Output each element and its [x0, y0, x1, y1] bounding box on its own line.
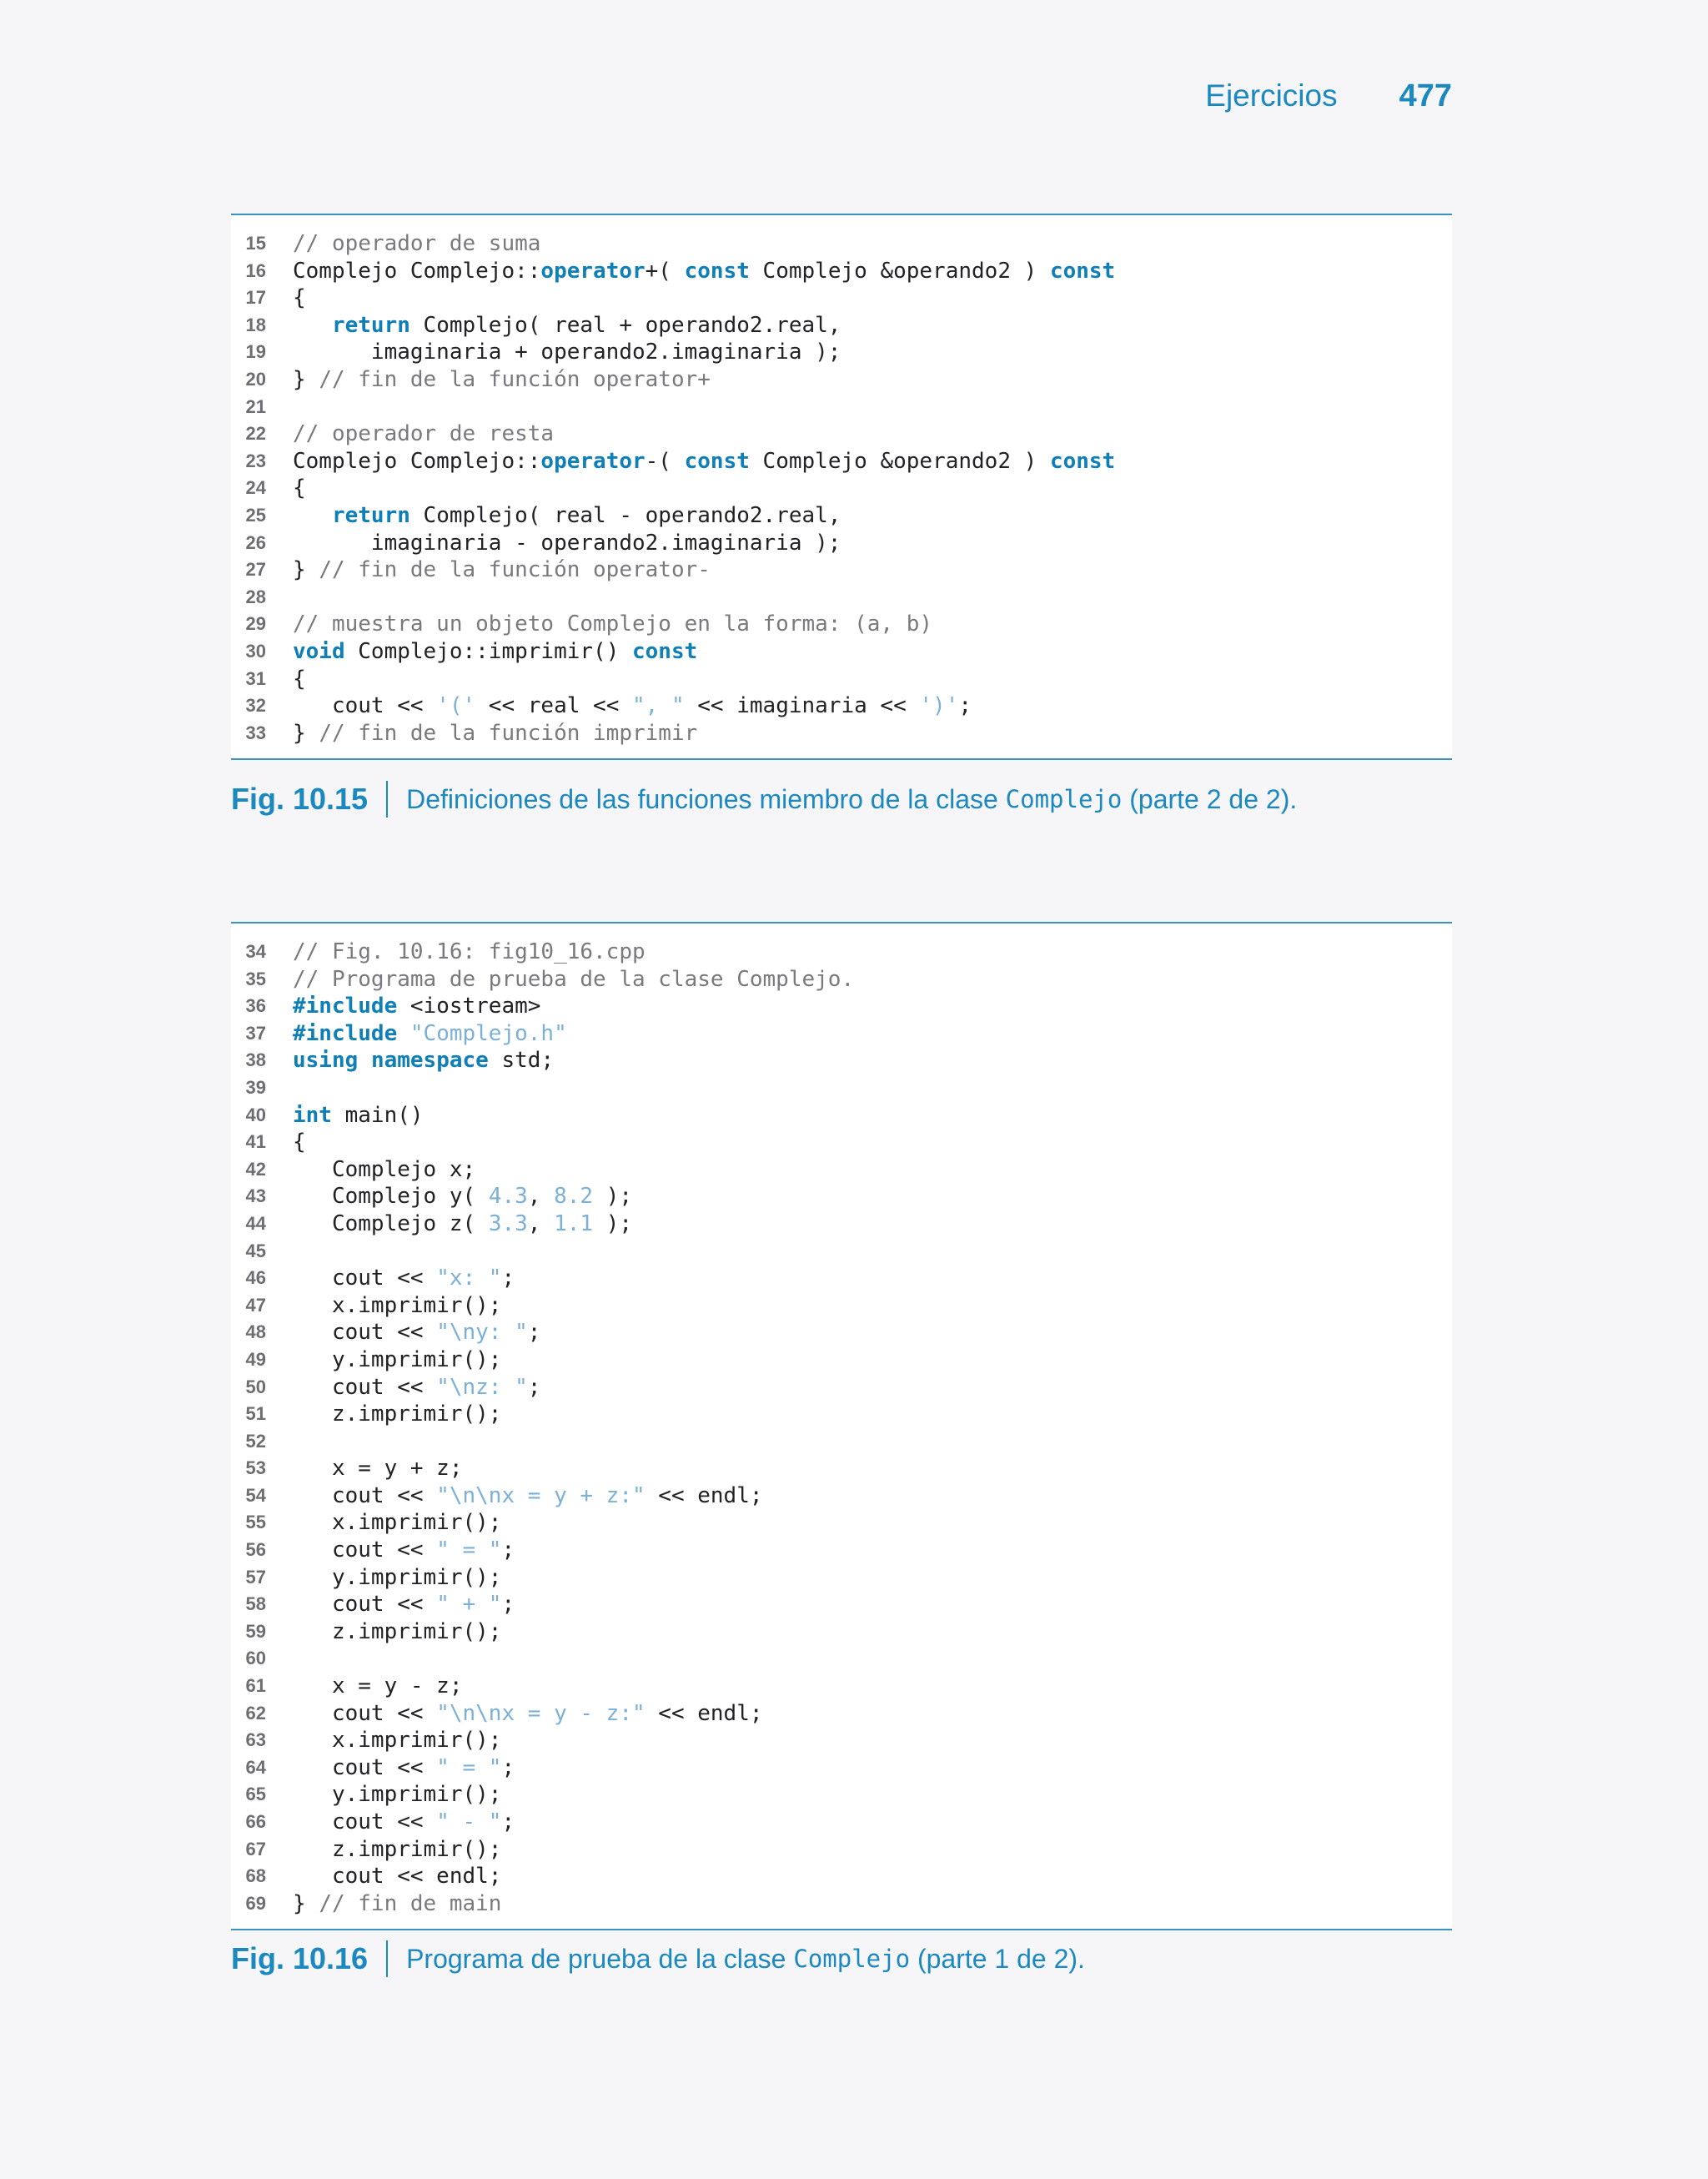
code-text [266, 1183, 632, 1210]
line-number: 69 [245, 1892, 266, 1914]
code-comment: // Programa de prueba de la clase Complejo. [293, 966, 855, 992]
code-text [266, 1591, 515, 1618]
code-keyword: operator [540, 258, 646, 284]
code-text [266, 1564, 501, 1592]
line-number: 31 [245, 667, 266, 689]
code-line [231, 556, 1452, 584]
line-number: 53 [245, 1457, 266, 1479]
code-token: main() [331, 1102, 424, 1128]
code-token: x.imprimir(); [293, 1510, 502, 1536]
caption-divider [386, 1940, 388, 1977]
code-line [231, 1754, 1452, 1782]
line-number: 66 [245, 1811, 266, 1832]
line-number: 67 [245, 1838, 266, 1859]
line-number: 30 [245, 640, 266, 662]
code-string: "\ny: " [436, 1320, 528, 1346]
code-line [231, 1183, 1452, 1210]
figure-number: Fig. 10.15 [231, 782, 369, 816]
code-line [231, 366, 1452, 394]
line-number: 61 [245, 1675, 266, 1697]
code-token: ; [501, 1809, 515, 1834]
code-text [266, 448, 1115, 476]
code-line [231, 448, 1452, 476]
line-number: 58 [245, 1593, 266, 1615]
code-text [266, 1292, 501, 1320]
code-number: 1.1 [554, 1210, 594, 1236]
line-number: 18 [245, 314, 266, 335]
code-text [266, 584, 293, 611]
code-text [266, 1781, 501, 1809]
code-text [266, 1455, 463, 1482]
line-number: 20 [245, 368, 266, 390]
code-line [231, 1836, 1452, 1864]
code-line [231, 1537, 1452, 1564]
code-line [231, 1482, 1452, 1510]
code-text [266, 475, 306, 502]
code-line [231, 1020, 1452, 1048]
code-keyword: operator [540, 448, 646, 474]
line-number: 22 [245, 423, 266, 445]
code-token: Complejo z( [293, 1210, 489, 1236]
caption-text: (parte 2 de 2). [1122, 783, 1298, 814]
line-number: 25 [245, 504, 266, 526]
code-string: "Complejo.h" [397, 1020, 567, 1046]
code-text [266, 339, 841, 366]
figure-number: Fig. 10.16 [231, 1941, 369, 1975]
code-line [231, 284, 1452, 312]
code-token: cout << [293, 1482, 437, 1508]
code-line [231, 475, 1452, 502]
code-text [266, 1809, 515, 1836]
code-keyword: int [293, 1102, 332, 1128]
code-text [266, 1401, 501, 1428]
code-comment: // muestra un objeto Complejo en la forma: (a, b) [293, 611, 933, 637]
code-token: imaginaria - operando2.imaginaria ); [293, 530, 841, 556]
line-number: 57 [245, 1566, 266, 1588]
code-comment: // fin de la función imprimir [319, 720, 698, 746]
code-text [266, 1754, 515, 1782]
code-text [266, 966, 854, 994]
code-comment: // fin de la función operator- [319, 557, 711, 583]
code-token: Complejo y( [293, 1184, 489, 1210]
code-line [231, 502, 1452, 530]
code-token: y.imprimir(); [293, 1564, 502, 1590]
line-number: 62 [245, 1702, 266, 1724]
code-token: ; [501, 1754, 515, 1780]
line-number: 16 [245, 259, 266, 281]
code-line [231, 1074, 1452, 1102]
line-number: 43 [245, 1185, 266, 1207]
code-token: } [293, 557, 319, 583]
code-token: y.imprimir(); [293, 1346, 502, 1372]
code-text [266, 611, 932, 638]
figure-caption-10-16 [231, 1940, 1085, 1977]
code-token: Complejo( real + operando2.real, [409, 312, 841, 338]
code-text [266, 420, 554, 448]
code-line [231, 1292, 1452, 1320]
code-token: ; [501, 1266, 515, 1291]
code-token: -( [645, 448, 685, 474]
caption-text: Programa de prueba de la clase [406, 1943, 794, 1974]
code-text [266, 1863, 501, 1890]
code-string: ')' [919, 693, 959, 719]
code-indent [293, 503, 332, 528]
code-token: << endl; [645, 1700, 763, 1726]
code-line [231, 1102, 1452, 1130]
code-line [231, 666, 1452, 693]
code-number: 4.3 [488, 1184, 528, 1210]
code-string: "\n\nx = y + z:" [436, 1482, 646, 1508]
code-token [358, 1048, 371, 1073]
code-token: cout << [293, 1809, 437, 1834]
line-number: 34 [245, 941, 266, 962]
code-line [231, 420, 1452, 448]
page-number: 477 [1399, 78, 1452, 113]
code-keyword: #include [293, 1020, 398, 1046]
code-text [266, 1129, 306, 1156]
line-number: 39 [245, 1076, 266, 1098]
code-keyword: const [684, 258, 750, 284]
code-token: { [293, 476, 306, 501]
code-line [231, 1265, 1452, 1292]
code-text [266, 394, 293, 421]
code-token: Complejo x; [293, 1156, 476, 1182]
code-token: <iostream> [397, 994, 541, 1019]
code-number: 8.2 [554, 1184, 594, 1210]
code-string: " + " [436, 1592, 502, 1618]
code-line [231, 1428, 1452, 1456]
line-number: 41 [245, 1131, 266, 1153]
code-token: cout << endl; [293, 1864, 502, 1890]
line-number: 32 [245, 695, 266, 717]
line-number: 35 [245, 968, 266, 989]
line-number: 36 [245, 995, 266, 1017]
code-text [266, 312, 841, 340]
code-text [266, 502, 841, 530]
line-number: 46 [245, 1267, 266, 1289]
code-text [266, 1047, 554, 1074]
section-title: Ejercicios [1205, 78, 1338, 113]
code-token: z.imprimir(); [293, 1618, 502, 1644]
line-number: 17 [245, 287, 266, 309]
code-token: z.imprimir(); [293, 1836, 502, 1862]
code-line [231, 1319, 1452, 1346]
code-token: z.imprimir(); [293, 1402, 502, 1427]
line-number: 28 [245, 586, 266, 607]
code-line [231, 258, 1452, 285]
code-token: cout << [293, 1320, 437, 1346]
code-text [266, 258, 1115, 285]
line-number: 65 [245, 1784, 266, 1805]
code-line [231, 1238, 1452, 1266]
code-line [231, 1401, 1452, 1428]
code-keyword: #include [293, 994, 398, 1019]
line-number: 38 [245, 1049, 266, 1071]
code-line [231, 692, 1452, 720]
code-line [231, 530, 1452, 557]
line-number: 63 [245, 1729, 266, 1751]
code-text [266, 1346, 501, 1374]
code-line [231, 339, 1452, 366]
code-line [231, 1781, 1452, 1809]
code-text [266, 1020, 567, 1048]
code-token: x = y - z; [293, 1673, 463, 1699]
line-number: 23 [245, 450, 266, 471]
code-keyword: const [684, 448, 750, 474]
code-line [231, 993, 1452, 1020]
code-line [231, 1727, 1452, 1754]
caption-code: Complejo [793, 1945, 911, 1973]
code-token: ); [593, 1184, 633, 1210]
code-comment: // fin de la función operator+ [319, 366, 711, 392]
line-number: 42 [245, 1158, 266, 1180]
code-keyword: return [331, 502, 410, 528]
code-text [266, 556, 711, 584]
code-token: << real << [475, 693, 632, 719]
code-token: cout << [293, 1700, 437, 1726]
code-line [231, 1455, 1452, 1482]
code-line [231, 966, 1452, 994]
code-token: std; [488, 1048, 555, 1074]
code-text [266, 230, 540, 258]
line-number: 37 [245, 1022, 266, 1044]
code-token: , [527, 1210, 555, 1236]
code-text [266, 666, 306, 693]
code-text [266, 530, 841, 557]
line-number: 15 [245, 233, 266, 254]
code-text [266, 1428, 293, 1456]
code-token: Complejo::imprimir() [344, 638, 632, 664]
code-text [266, 1727, 501, 1754]
code-line [231, 720, 1452, 747]
line-number: 52 [245, 1430, 266, 1452]
code-token: } [293, 1890, 319, 1916]
line-number: 59 [245, 1620, 266, 1642]
code-line [231, 230, 1452, 258]
code-comment: // operador de suma [293, 231, 541, 256]
code-token: ; [527, 1320, 541, 1346]
line-number: 27 [245, 559, 266, 581]
code-string: '(' [436, 693, 476, 719]
code-line [231, 1863, 1452, 1890]
code-string: " = " [436, 1754, 502, 1780]
code-token: Complejo( real - operando2.real, [409, 502, 841, 528]
code-token: , [527, 1184, 555, 1210]
caption-code: Complejo [1005, 785, 1123, 813]
code-text [266, 1210, 632, 1238]
code-line [231, 1374, 1452, 1402]
code-indent [293, 313, 332, 338]
code-keyword: void [293, 638, 345, 664]
line-number: 55 [245, 1512, 266, 1533]
code-token: ); [593, 1210, 633, 1236]
code-text [266, 1537, 515, 1564]
code-line [231, 1645, 1452, 1673]
code-token: x.imprimir(); [293, 1728, 502, 1754]
code-token: << endl; [645, 1482, 763, 1508]
code-comment: // operador de resta [293, 421, 555, 447]
line-number: 64 [245, 1756, 266, 1778]
code-line [231, 1673, 1452, 1700]
code-line [231, 1890, 1452, 1918]
code-line [231, 1346, 1452, 1374]
code-text [266, 1890, 501, 1918]
line-number: 21 [245, 395, 266, 417]
code-text [266, 993, 540, 1020]
code-line [231, 394, 1452, 421]
code-token: cout << [293, 693, 437, 719]
code-token: ; [501, 1592, 515, 1618]
code-line [231, 611, 1452, 638]
code-token: cout << [293, 1754, 437, 1780]
code-token: } [293, 366, 319, 392]
code-text [266, 1156, 475, 1184]
code-keyword: const [1049, 258, 1116, 284]
figure-caption-10-15 [231, 781, 1297, 818]
code-keyword: const [632, 638, 698, 664]
code-token: x = y + z; [293, 1456, 463, 1482]
code-text [266, 1509, 501, 1537]
code-token: << imaginaria << [684, 693, 920, 719]
code-line [231, 939, 1452, 966]
code-text [266, 1374, 540, 1402]
code-token: y.imprimir(); [293, 1782, 502, 1808]
code-token: ; [527, 1374, 541, 1400]
code-token: cout << [293, 1374, 437, 1400]
code-text [266, 1700, 763, 1728]
line-number: 60 [245, 1648, 266, 1669]
line-number: 29 [245, 613, 266, 635]
code-text [266, 1319, 540, 1346]
code-token: { [293, 285, 306, 311]
line-number: 51 [245, 1403, 266, 1425]
line-number: 44 [245, 1212, 266, 1234]
line-number: 33 [245, 722, 266, 743]
code-token: +( [645, 258, 685, 284]
code-text [266, 1238, 293, 1266]
code-comment: // fin de main [319, 1890, 502, 1916]
code-line [231, 1809, 1452, 1836]
code-token: Complejo &operando2 ) [749, 258, 1050, 284]
caption-text: Definiciones de las funciones miembro de la clase [406, 783, 1006, 814]
code-token: imaginaria + operando2.imaginaria ); [293, 340, 841, 365]
code-keyword: using [293, 1048, 359, 1074]
code-token: } [293, 720, 319, 746]
code-line [231, 1564, 1452, 1592]
code-line [231, 1509, 1452, 1537]
code-string: "\nz: " [436, 1374, 528, 1400]
code-string: " - " [436, 1809, 502, 1834]
code-token: Complejo Complejo:: [293, 258, 541, 284]
code-token: cout << [293, 1537, 437, 1563]
code-line [231, 1591, 1452, 1618]
line-number: 68 [245, 1865, 266, 1887]
code-text [266, 1265, 515, 1292]
line-number: 45 [245, 1240, 266, 1261]
code-line [231, 1156, 1452, 1184]
code-string: ", " [632, 693, 685, 719]
code-listing-fig-10-16 [231, 922, 1452, 1930]
code-token: Complejo &operando2 ) [749, 448, 1050, 474]
line-number: 54 [245, 1484, 266, 1506]
code-text [266, 284, 306, 312]
line-number: 47 [245, 1294, 266, 1316]
code-token: x.imprimir(); [293, 1292, 502, 1318]
code-text [266, 1673, 463, 1700]
code-text [266, 1618, 501, 1646]
code-line [231, 1047, 1452, 1074]
line-number: 50 [245, 1376, 266, 1397]
line-number: 49 [245, 1348, 266, 1370]
code-line [231, 584, 1452, 611]
code-string: " = " [436, 1537, 502, 1563]
code-text [266, 366, 711, 394]
code-line [231, 1129, 1452, 1156]
running-head [1205, 78, 1452, 114]
code-text [266, 1074, 293, 1102]
code-token: ; [958, 693, 972, 719]
line-number: 26 [245, 531, 266, 553]
code-comment: // Fig. 10.16: fig10_16.cpp [293, 939, 646, 964]
code-text [266, 692, 972, 720]
line-number: 19 [245, 341, 266, 363]
code-text [266, 638, 697, 666]
code-text [266, 720, 697, 747]
code-text [266, 1645, 293, 1673]
code-string: "x: " [436, 1266, 502, 1291]
code-line [231, 1210, 1452, 1238]
line-number: 56 [245, 1539, 266, 1561]
code-token: cout << [293, 1266, 437, 1291]
code-keyword: const [1049, 448, 1116, 474]
code-token: { [293, 666, 306, 692]
line-number: 48 [245, 1321, 266, 1343]
code-listing-fig-10-15 [231, 214, 1452, 760]
code-line [231, 1700, 1452, 1728]
code-line [231, 312, 1452, 340]
code-number: 3.3 [488, 1210, 528, 1236]
code-text [266, 939, 646, 966]
code-token: ; [501, 1537, 515, 1563]
line-number: 24 [245, 477, 266, 499]
caption-divider [386, 781, 388, 818]
code-keyword: return [331, 312, 410, 338]
code-line [231, 1618, 1452, 1646]
code-text [266, 1836, 501, 1864]
code-token: Complejo Complejo:: [293, 448, 541, 474]
code-line [231, 638, 1452, 666]
line-number: 40 [245, 1104, 266, 1125]
caption-text: (parte 1 de 2). [910, 1943, 1085, 1974]
code-token: { [293, 1130, 306, 1155]
code-string: "\n\nx = y - z:" [436, 1700, 646, 1726]
code-text [266, 1482, 763, 1510]
code-text [266, 1102, 424, 1130]
code-keyword: namespace [370, 1048, 489, 1074]
code-token: cout << [293, 1592, 437, 1618]
